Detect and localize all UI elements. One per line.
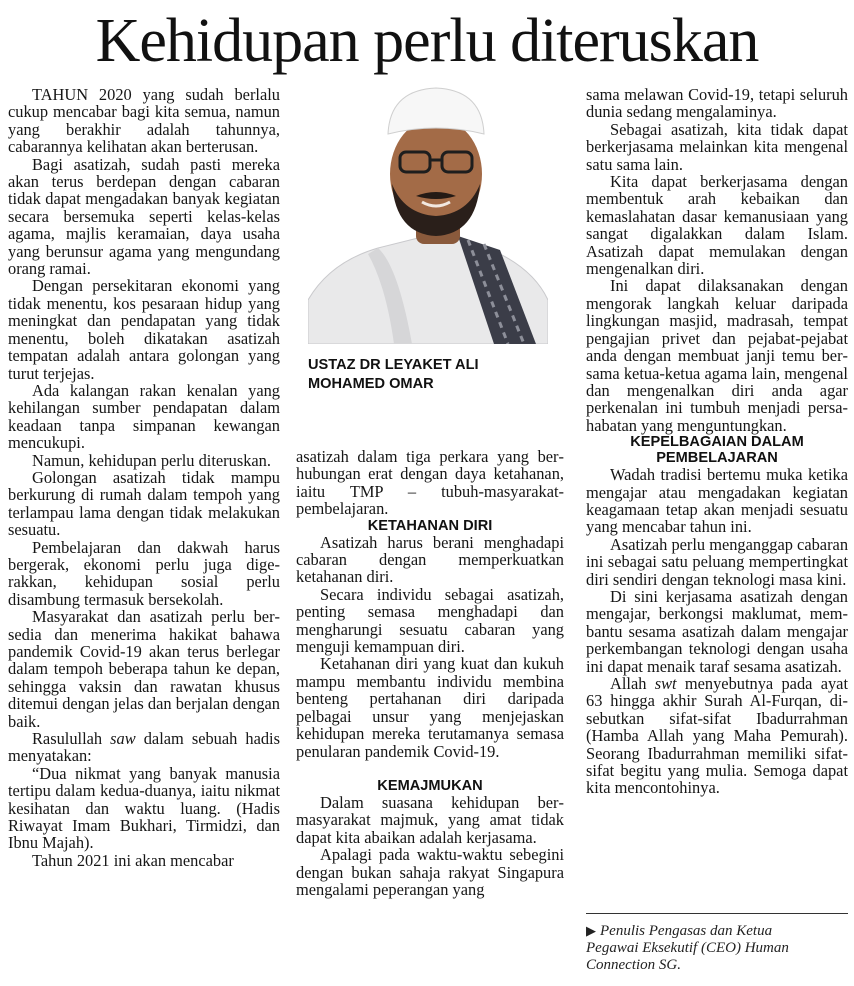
hadith-quote: “Dua nikmat yang banyak manusia tertipu dalam kedua-duanya, iaitu nikmat kesihatan dan waktu luang. (Hadis Riwayat Imam Bukhari, Tirmidzi, dan Ibnu Majah). bbox=[8, 763, 280, 853]
credit-line: Connection SG. bbox=[586, 957, 681, 973]
paragraph: Masyarakat dan asatizah perlu bersedia dan menerima hakikat bahawa pandemik Covid-19 akan terus berlegar dalam tempoh beberapa tahun ke depan, sehingga vaksin dan rawatan khusus ditemui dengan jelas dan berjalan dengan baik. bbox=[8, 607, 280, 731]
paragraph: TAHUN 2020 yang sudah berlalu cukup mencabar bagi kita semua, namun yang berakhir adalah tahunnya, cabarannya kelihatan akan berterusan. bbox=[8, 85, 280, 157]
paragraph: Di sini kerjasama asatizah dengan mengajar, berkongsi maklumat, membantu sesama asatizah dalam mengajar perkembangan teknologi dengan usaha ini dapat menaik taraf sesama asatizah. bbox=[586, 586, 848, 676]
article-column-2 bbox=[296, 448, 564, 898]
paragraph: Ini dapat dilaksanakan dengan mengorak langkah keluar daripada lingkungan masjid, madrasah, tempat pengajian privet dan pejabat-pejabat anda dengan membuat janji temu bersama ketua-ketua agama lain, mengenal dan mengenalkan diri anda agar perkenalan ini tumbuh menjadi persahabatan yang menguntungkan. bbox=[586, 276, 848, 435]
paragraph: Tahun 2021 ini akan mencabar bbox=[32, 850, 234, 870]
section-heading: KEMAJMUKAN bbox=[377, 777, 483, 794]
portrait-illustration bbox=[308, 86, 548, 344]
text: menyebutnya pada ayat 63 hingga akhir Surah Al-Furqan, disebutkan sifat-sifat Ibadurrahman (Hamba Allah yang Maha Pemurah). Seorang Ibadurrahman memiliki sifat-sifat begitu yang mulia. Semoga dapat kita mencontohinya. bbox=[586, 674, 849, 798]
paragraph: Golongan asatizah tidak mampu berkurung di rumah dalam tempoh yang terlampau lama dengan tidak melakukan sesuatu. bbox=[8, 467, 280, 540]
triangle-bullet-icon: ▶ bbox=[586, 923, 596, 938]
paragraph: Secara individu sebagai asatizah, penting semasa menghadapi dan mengharungi sesuatu cabaran yang menguji kemampuan diri. bbox=[296, 584, 564, 657]
paragraph: Kita dapat berkerjasama dengan membentuk arah kebaikan dan kemaslahatan dasar kemanusiaan yang sangat digalakkan dalam Islam. Asatizah dapat memulakan dengan mengenalkan diri. bbox=[586, 172, 848, 279]
paragraph: Asatizah perlu menganggap cabaran ini sebagai satu peluang mempertingkat diri sendiri dengan teknologi masa kini. bbox=[586, 534, 849, 589]
caption-line: USTAZ DR LEYAKET ALI bbox=[308, 357, 479, 373]
paragraph: Apalagi pada waktu-waktu sebegini dengan bukan sahaja rakyat Singapura mengalami peperangan yang bbox=[296, 845, 564, 899]
honorific: saw bbox=[110, 729, 136, 749]
heading-line: KEPELBAGAIAN DALAM bbox=[630, 434, 804, 451]
paragraph: Asatizah harus berani menghadapi cabaran dengan memperkuatkan ketahanan diri. bbox=[296, 532, 564, 587]
paragraph: sama melawan Covid-19, tetapi seluruh dunia sedang mengalaminya. bbox=[586, 85, 848, 122]
article-column-1 bbox=[8, 86, 280, 869]
paragraph: asatizah dalam tiga perkara yang berhubungan erat dengan daya ketahanan, iaitu TMP – tubuh-masyarakat-pembelajaran. bbox=[296, 447, 564, 519]
article-column-3 bbox=[586, 86, 848, 797]
credit-divider bbox=[586, 913, 848, 914]
paragraph: Wadah tradisi bertemu muka ketika mengajar atau mengadakan kegiatan keagamaan tetap akan menjadi sesuatu yang mencabar tahun ini. bbox=[586, 465, 848, 537]
text: Rasulullah bbox=[32, 729, 111, 749]
text: dalam sebuah hadis menyatakan: bbox=[8, 729, 280, 766]
section-heading: KETAHANAN DIRI bbox=[367, 517, 493, 534]
paragraph: Bagi asatizah, sudah pasti mereka akan terus berdepan dengan cabaran tidak dapat mengadakan banyak kegiatan secara bersemuka seperti kelas-kelas agama, majlis keramaian, daya usaha yang berunsur agama yang mengundang orang ramai. bbox=[8, 154, 280, 279]
paragraph: Ketahanan diri yang kuat dan kukuh mampu membantu individu membina benteng pertahanan diri daripada pelbagai unsur yang menjejaskan kehidupan mereka terutamanya semasa penularan pandemik Covid-19. bbox=[296, 654, 564, 761]
paragraph: Dalam suasana kehidupan bermasyarakat majmuk, yang amat tidak dapat kita abaikan adalah kerjasama. bbox=[296, 792, 564, 847]
paragraph: Dengan persekitaran ekonomi yang tidak menentu, kos pesaraan hidup yang meningkat dan pendapatan yang tidak menentu, boleh dikatakan asatizah tempatan adalah antara golongan yang turut terjejas. bbox=[8, 276, 280, 383]
headline: Kehidupan perlu diteruskan bbox=[95, 7, 759, 75]
caption-line: MOHAMED OMAR bbox=[308, 376, 434, 392]
paragraph: Namun, kehidupan perlu diteruskan. bbox=[32, 450, 271, 470]
author-portrait bbox=[308, 86, 548, 344]
paragraph: Pembelajaran dan dakwah harus bergerak, ekonomi perlu juga digerakkan, kehidupan sosial perlu disambung termasuk bersekolah. bbox=[8, 537, 280, 609]
paragraph-hadith-intro bbox=[8, 730, 280, 765]
paragraph-surah bbox=[586, 675, 848, 797]
paragraph: Sebagai asatizah, kita tidak dapat berkerjasama melainkan kita mengenal satu sama lain. bbox=[586, 119, 848, 174]
credit-line: Penulis Pengasas dan Ketua bbox=[600, 923, 773, 939]
credit-line: Pegawai Eksekutif (CEO) Human bbox=[586, 940, 789, 956]
text: Allah bbox=[610, 674, 655, 693]
photo-caption bbox=[308, 356, 558, 394]
author-credit bbox=[586, 922, 848, 974]
heading-line: PEMBELAJARAN bbox=[656, 450, 778, 467]
paragraph: Ada kalangan rakan kenalan yang kehilangan sumber pendapatan dalam keadaan tanpa simpanan kewangan mencukupi. bbox=[8, 380, 280, 453]
honorific: swt bbox=[654, 674, 677, 693]
section-heading bbox=[586, 434, 848, 466]
